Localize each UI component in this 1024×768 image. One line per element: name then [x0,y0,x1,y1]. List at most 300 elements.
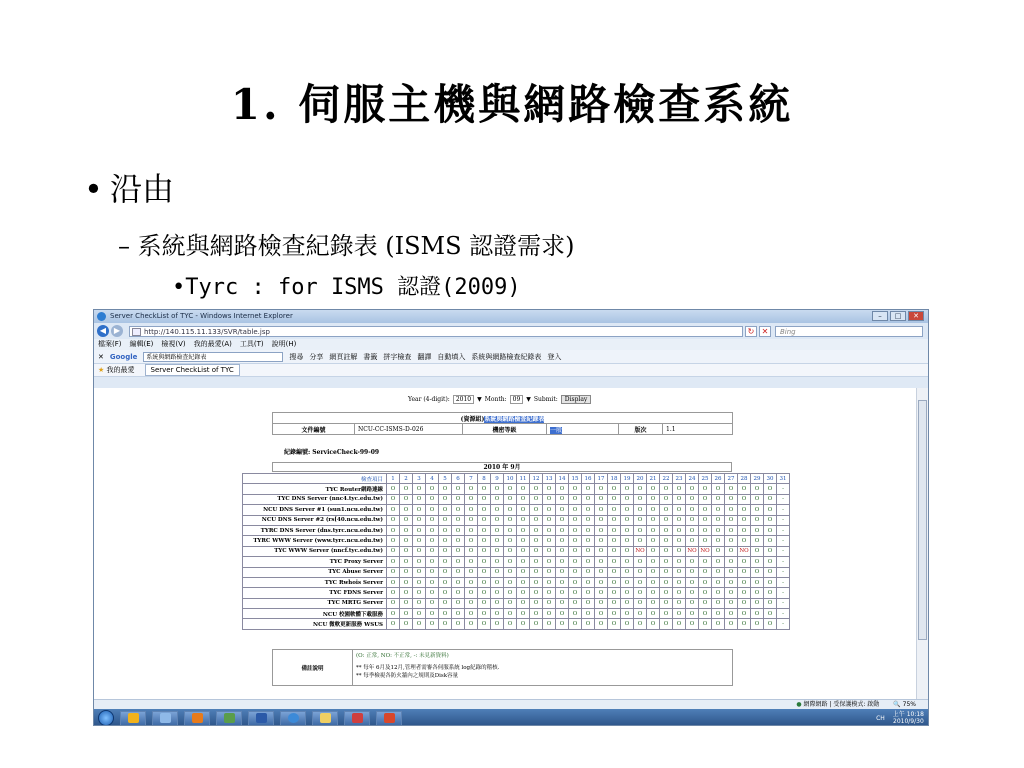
close-window-button[interactable]: ✕ [908,311,924,321]
status-cell: O [712,525,725,535]
month-select[interactable]: 09 [510,395,524,404]
status-cell: O [478,525,491,535]
status-cell: O [569,588,582,598]
status-cell: O [504,494,517,504]
page-icon [132,328,141,336]
remark-line-1: ** 每年 6月及12月,管理者需審各伺服系統 log紀錄的稽核. [356,665,500,671]
status-cell: O [517,588,530,598]
day-header: 18 [608,474,621,484]
status-cell: O [647,577,660,587]
day-header: 1 [387,474,400,484]
status-cell: O [569,557,582,567]
status-cell: O [738,484,751,494]
status-cell: O [699,484,712,494]
status-cell: O [764,598,777,608]
taskbar-ie[interactable] [280,711,306,726]
favorites-button[interactable] [98,364,135,376]
ime-indicator[interactable]: CH [876,714,885,722]
status-cell: O [608,598,621,608]
status-cell: O [738,494,751,504]
status-cell: O [582,494,595,504]
status-cell: O [660,525,673,535]
status-cell: O [764,525,777,535]
status-cell: O [439,577,452,587]
status-cell: O [699,525,712,535]
toolbar-page-search[interactable]: 系統與網路檢查紀錄表 [471,353,542,361]
status-cell: O [764,619,777,629]
status-cell: O [556,557,569,567]
status-cell: O [387,505,400,515]
status-cell: O [582,567,595,577]
status-cell: O [738,525,751,535]
toolbar-share[interactable]: 分享 [309,353,324,361]
status-cell: O [686,577,699,587]
window-title: Server CheckList of TYC - Windows Internet Explorer [110,312,293,320]
status-cell: O [491,494,504,504]
status-cell: - [777,505,790,515]
status-cell: O [764,588,777,598]
status-cell: O [608,494,621,504]
status-cell: O [608,588,621,598]
status-cell: O [452,484,465,494]
start-button[interactable] [98,710,114,726]
status-cell: O [621,525,634,535]
status-cell: O [400,557,413,567]
status-cell: O [556,609,569,619]
zone-status-text: 網際網路 | 受保護模式: 啟動 [803,701,880,708]
close-toolbar-icon[interactable]: ✕ [98,353,104,361]
status-cell: O [478,577,491,587]
status-cell: O [543,525,556,535]
status-cell: O [660,609,673,619]
check-item-name: TYC DNS Server (nnc4.tyc.edu.tw) [243,494,387,504]
status-cell: O [634,515,647,525]
status-cell: O [439,505,452,515]
status-cell: O [426,505,439,515]
status-cell: O [569,567,582,577]
status-cell: O [660,494,673,504]
status-cell: O [400,536,413,546]
status-cell: O [400,484,413,494]
day-header: 5 [439,474,452,484]
status-cell: O [647,588,660,598]
taskbar-app-9[interactable] [376,711,402,726]
day-header: 30 [764,474,777,484]
status-cell: O [764,546,777,556]
status-cell: O [439,609,452,619]
status-cell: O [491,536,504,546]
status-cell: O [634,609,647,619]
submit-label: Submit: [533,396,558,403]
toolbar-spellcheck[interactable]: 拼字檢查 [383,353,412,361]
address-bar-row [94,323,928,339]
status-cell: O [582,505,595,515]
status-cell: O [712,515,725,525]
status-cell: O [725,505,738,515]
day-header: 31 [777,474,790,484]
status-cell: O [647,515,660,525]
status-cell: O [556,505,569,515]
menu-tools[interactable]: 工具(T) [239,340,264,348]
status-cell: O [439,598,452,608]
check-item-name: NCU 微軟更新服務 WSUS [243,619,387,629]
remark-legend: (O: 正常, NO: 不正常, -: 未見新資料) [356,653,449,659]
menu-help[interactable]: 說明(H) [271,340,297,348]
status-cell: O [673,567,686,577]
status-cell: O [387,484,400,494]
status-cell: O [738,515,751,525]
status-cell: O [517,484,530,494]
taskbar-app-2[interactable] [152,711,178,726]
status-cell: O [413,525,426,535]
taskbar-app-4[interactable] [216,711,242,726]
taskbar-app-1[interactable] [120,711,146,726]
status-cell: O [686,484,699,494]
minimize-button[interactable]: – [872,311,888,321]
menu-file[interactable]: 檔案(F) [98,340,122,348]
status-cell: O [621,557,634,567]
status-cell: O [504,515,517,525]
status-cell: O [582,577,595,587]
status-cell: O [569,536,582,546]
status-cell: O [595,619,608,629]
status-cell: O [764,505,777,515]
status-cell: O [465,536,478,546]
status-cell: - [777,536,790,546]
status-cell: - [777,598,790,608]
status-cell: O [751,515,764,525]
google-search-input[interactable]: 系統與網路檢查紀錄表 [143,352,283,362]
status-cell: O [621,619,634,629]
status-cell: O [699,598,712,608]
status-cell: O [634,557,647,567]
status-cell: O [608,515,621,525]
toolbar-bookmarks[interactable]: 書籤 [363,353,378,361]
status-cell: O [725,609,738,619]
status-cell: O [400,546,413,556]
scroll-thumb[interactable] [918,400,927,640]
menu-favorites[interactable]: 我的最愛(A) [193,340,232,348]
bullet-level-1 [84,164,174,210]
status-cell: O [764,609,777,619]
taskbar-app-8[interactable] [344,711,370,726]
status-cell: O [699,609,712,619]
display-button[interactable]: Display [561,395,592,404]
status-cell: O [647,557,660,567]
menu-view[interactable]: 檢視(V) [161,340,186,348]
status-cell: O [751,598,764,608]
status-cell: O [530,609,543,619]
status-cell: O [660,557,673,567]
status-cell: - [777,619,790,629]
toolbar-autofill[interactable]: 自動填入 [437,353,466,361]
status-cell: O [608,577,621,587]
status-cell: O [413,484,426,494]
status-cell: O [634,494,647,504]
status-cell: O [517,619,530,629]
status-cell: O [530,525,543,535]
version-value: 1.1 [663,424,733,435]
toolbar-annotate[interactable]: 網頁註解 [329,353,358,361]
status-cell: O [400,588,413,598]
status-cell: O [556,567,569,577]
status-cell: O [465,577,478,587]
status-cell: O [751,494,764,504]
status-cell: O [686,525,699,535]
toolbar-search[interactable]: 搜尋 [289,353,304,361]
status-cell: O [751,619,764,629]
year-label: Year (4-digit): [408,396,450,403]
status-cell: O [478,619,491,629]
status-cell: O [725,515,738,525]
bing-search-field[interactable]: Bing [775,326,923,337]
remark-table [272,649,733,686]
status-cell: O [647,619,660,629]
check-item-name: TYRC WWW Server (www.tyrc.ncu.edu.tw) [243,536,387,546]
status-cell: O [764,577,777,587]
maximize-button[interactable]: □ [890,311,906,321]
status-cell: O [673,515,686,525]
menu-edit[interactable]: 編輯(E) [129,340,154,348]
status-cell: O [608,525,621,535]
status-cell: O [725,536,738,546]
status-cell: O [608,567,621,577]
status-cell: O [387,609,400,619]
status-cell: O [439,525,452,535]
taskbar-word[interactable] [248,711,274,726]
check-item-name: TYRC DNS Server (dns.tyrc.ncu.edu.tw) [243,525,387,535]
status-cell: O [543,494,556,504]
status-cell: O [452,536,465,546]
status-cell: O [699,557,712,567]
status-cell: O [569,505,582,515]
day-header: 21 [647,474,660,484]
status-cell: O [621,484,634,494]
status-cell: O [543,567,556,577]
status-cell: O [673,598,686,608]
status-cell: O [387,536,400,546]
status-cell: O [452,567,465,577]
status-cell: O [725,598,738,608]
status-cell: O [426,546,439,556]
status-cell: O [595,525,608,535]
status-cell: O [660,588,673,598]
status-cell: O [699,577,712,587]
toolbar-translate[interactable]: 翻譯 [417,353,432,361]
taskbar-folder[interactable] [312,711,338,726]
status-cell: O [699,567,712,577]
status-cell: O [452,505,465,515]
vertical-scrollbar[interactable] [916,388,928,699]
status-cell: O [738,609,751,619]
status-cell: O [517,515,530,525]
status-cell: O [465,609,478,619]
status-cell: O [491,609,504,619]
status-cell: O [413,567,426,577]
bullet-1-text: 沿由 [110,170,175,208]
item-header: 檢查項目 [243,474,387,484]
google-toolbar [94,350,928,364]
status-cell: O [556,515,569,525]
clock[interactable] [893,711,924,725]
day-header: 2 [400,474,413,484]
favorites-label: 我的最愛 [106,366,135,374]
status-cell: O [621,505,634,515]
status-cell: O [621,515,634,525]
month-title: 2010 年 9月 [272,462,732,472]
table-row [243,609,790,619]
status-cell: O [517,598,530,608]
status-cell: O [725,577,738,587]
day-header: 6 [452,474,465,484]
star-icon: ★ [98,366,105,374]
check-item-name: TYC Rwhois Server [243,577,387,587]
check-item-name: TYC Proxy Server [243,557,387,567]
status-cell: O [582,536,595,546]
status-cell: O [543,536,556,546]
status-cell: O [504,505,517,515]
table-row [243,536,790,546]
status-cell: O [673,546,686,556]
taskbar-app-3[interactable] [184,711,210,726]
status-cell: O [387,567,400,577]
status-cell: O [621,536,634,546]
status-cell: O [686,505,699,515]
status-cell: O [556,484,569,494]
status-cell: O [504,598,517,608]
status-cell: O [543,588,556,598]
status-cell: O [660,567,673,577]
status-cell: O [478,484,491,494]
table-row [243,525,790,535]
status-cell: O [517,505,530,515]
status-cell: O [439,619,452,629]
year-select[interactable]: 2010 [453,395,474,404]
url-field[interactable] [129,326,743,337]
status-cell: O [504,546,517,556]
check-item-name: NCU DNS Server #2 (rs[40.ncu.edu.tw) [243,515,387,525]
status-cell: O [582,484,595,494]
dropdown-icon[interactable]: ▼ [526,396,531,403]
status-cell: O [530,619,543,629]
status-cell: O [738,588,751,598]
date-form [408,395,591,404]
stop-icon[interactable]: ✕ [759,326,771,337]
status-cell: O [452,546,465,556]
status-cell: O [439,588,452,598]
status-cell: - [777,494,790,504]
status-cell: O [478,609,491,619]
status-cell: O [660,515,673,525]
status-cell: O [608,619,621,629]
day-header: 7 [465,474,478,484]
status-cell: - [777,484,790,494]
status-cell: O [647,567,660,577]
dropdown-icon[interactable]: ▼ [477,396,482,403]
status-cell: O [452,494,465,504]
status-cell: O [400,619,413,629]
status-cell: O [712,494,725,504]
status-cell: O [465,505,478,515]
check-item-name: TYC Abuse Server [243,567,387,577]
status-cell: O [556,494,569,504]
status-cell: O [400,525,413,535]
back-icon[interactable]: ◀ [97,325,109,337]
day-header: 10 [504,474,517,484]
status-cell: O [699,515,712,525]
status-cell: O [387,546,400,556]
status-cell: O [725,557,738,567]
window-titlebar [94,310,928,323]
google-logo: Google [109,353,138,361]
status-cell: O [725,546,738,556]
bullet-level-3: •Tyrc : for ISMS 認證(2009) [172,275,521,300]
status-cell: O [660,546,673,556]
status-cell: O [751,609,764,619]
status-cell: O [439,557,452,567]
status-cell: O [439,494,452,504]
status-cell: O [608,505,621,515]
status-cell: O [387,557,400,567]
status-cell: O [673,494,686,504]
status-cell: O [504,609,517,619]
status-cell: O [413,609,426,619]
status-cell: O [686,536,699,546]
remark-label: 備註說明 [273,650,353,686]
table-row [243,557,790,567]
status-cell: O [556,536,569,546]
status-cell: O [478,505,491,515]
status-cell: O [387,525,400,535]
toolbar-login[interactable]: 登入 [547,353,562,361]
status-cell: O [764,557,777,567]
status-cell: O [647,598,660,608]
table-row [243,619,790,629]
browser-window [93,309,929,726]
status-cell: O [712,546,725,556]
status-cell: O [465,598,478,608]
table-row [243,546,790,556]
browser-tab[interactable]: Server CheckList of TYC [145,364,240,376]
status-cell: O [673,577,686,587]
status-cell: O [387,598,400,608]
status-cell: O [686,567,699,577]
table-row [243,515,790,525]
status-cell: O [608,536,621,546]
day-header: 27 [725,474,738,484]
status-cell: O [491,515,504,525]
status-cell: O [478,515,491,525]
refresh-icon[interactable]: ↻ [745,326,757,337]
status-cell: O [595,494,608,504]
status-cell: O [413,598,426,608]
status-cell: O [517,577,530,587]
status-cell: O [582,525,595,535]
forward-icon[interactable]: ▶ [111,325,123,337]
status-cell: O [491,546,504,556]
status-cell: O [478,546,491,556]
day-header: 13 [543,474,556,484]
status-cell: O [725,525,738,535]
status-cell: O [517,557,530,567]
status-cell: O [738,536,751,546]
status-cell: O [634,484,647,494]
ie-icon [97,312,106,321]
status-cell: O [764,567,777,577]
status-cell: O [413,546,426,556]
doc-title: 系統與網路檢查紀錄表 [484,415,545,423]
org-label: (資源組) [460,415,485,423]
